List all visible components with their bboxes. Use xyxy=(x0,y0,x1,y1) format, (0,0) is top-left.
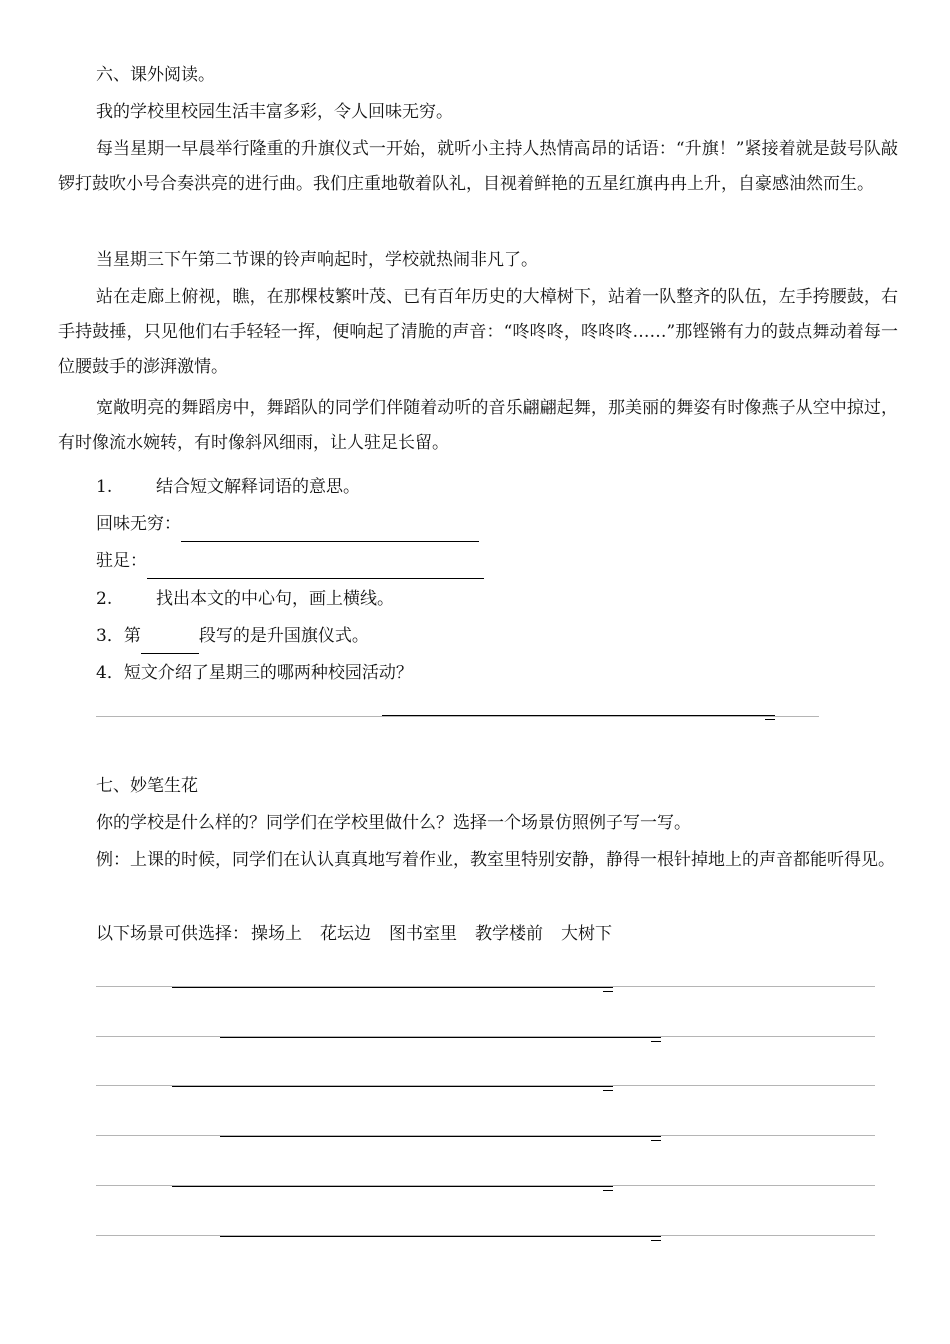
question-2 xyxy=(96,582,895,617)
section7-prompt: 你的学校是什么样的？同学们在学校里做什么？选择一个场景仿照例子写一写。 xyxy=(96,813,691,833)
passage-paragraph-3: 当星期三下午第二节课的铃声响起时，学校就热闹非凡了。 xyxy=(96,250,538,270)
question-1-term-2-row xyxy=(96,544,895,579)
section7-heading: 七、妙笔生花 xyxy=(96,776,198,796)
question-3-answer-blank[interactable] xyxy=(141,631,199,654)
question-1-number: 1. xyxy=(96,477,113,497)
passage-paragraph-1: 我的学校里校园生活丰富多彩，令人回味无穷。 xyxy=(96,102,453,122)
question-1-text: 结合短文解释词语的意思。 xyxy=(156,477,360,497)
scene-option: 图书室里 xyxy=(389,924,457,944)
question-2-text: 找出本文的中心句，画上横线。 xyxy=(156,589,394,609)
term-2-answer-blank[interactable] xyxy=(147,556,484,579)
scene-options xyxy=(96,917,895,952)
term-1-answer-blank[interactable] xyxy=(181,519,479,542)
term-1-label: 回味无穷： xyxy=(96,514,181,534)
scene-option: 教学楼前 xyxy=(475,924,543,944)
scene-option: 大树下 xyxy=(561,924,612,944)
question-3-suffix: 段写的是升国旗仪式。 xyxy=(198,626,369,646)
question-2-number: 2. xyxy=(96,589,113,609)
scene-option: 操场上 xyxy=(251,924,302,944)
term-2-label: 驻足： xyxy=(96,551,147,571)
question-1 xyxy=(96,470,895,505)
question-1-term-1-row xyxy=(96,507,895,542)
question-3-prefix: 3．第 xyxy=(96,626,141,646)
passage-paragraph-5: 宽敞明亮的舞蹈房中，舞蹈队的同学们伴随着动听的音乐翩翩起舞，那美丽的舞姿有时像燕子从空中掠过，有时像流水婉转，有时像斜风细雨，让人驻足长留。 xyxy=(58,398,898,453)
passage-paragraph-4: 站在走廊上俯视，瞧，在那棵枝繁叶茂、已有百年历史的大樟树下，站着一队整齐的队伍，左手挎腰鼓，右手持鼓捶，只见他们右手轻轻一挥，便响起了清脆的声音：“咚咚咚，咚咚咚……”那铿锵有力的鼓点舞动着每一位腰鼓手的澎湃激情。 xyxy=(58,287,898,377)
scene-option: 花坛边 xyxy=(320,924,371,944)
scene-options-label: 以下场景可供选择： xyxy=(96,924,249,944)
section7-example: 例：上课的时候，同学们在认认真真地写着作业，教室里特别安静，静得一根针掉地上的声音都能听得见。 xyxy=(96,850,895,870)
question-4: 4．短文介绍了星期三的哪两种校园活动？ xyxy=(96,663,413,683)
passage-paragraph-2: 每当星期一早晨举行隆重的升旗仪式一开始，就听小主持人热情高昂的话语：“升旗！”紧接着就是鼓号队敲锣打鼓吹小号合奏洪亮的进行曲。我们庄重地敬着队礼，目视着鲜艳的五星红旗冉冉上升，自豪感油然而生。 xyxy=(58,139,898,194)
question-3 xyxy=(96,619,895,654)
section6-heading: 六、课外阅读。 xyxy=(96,65,215,85)
